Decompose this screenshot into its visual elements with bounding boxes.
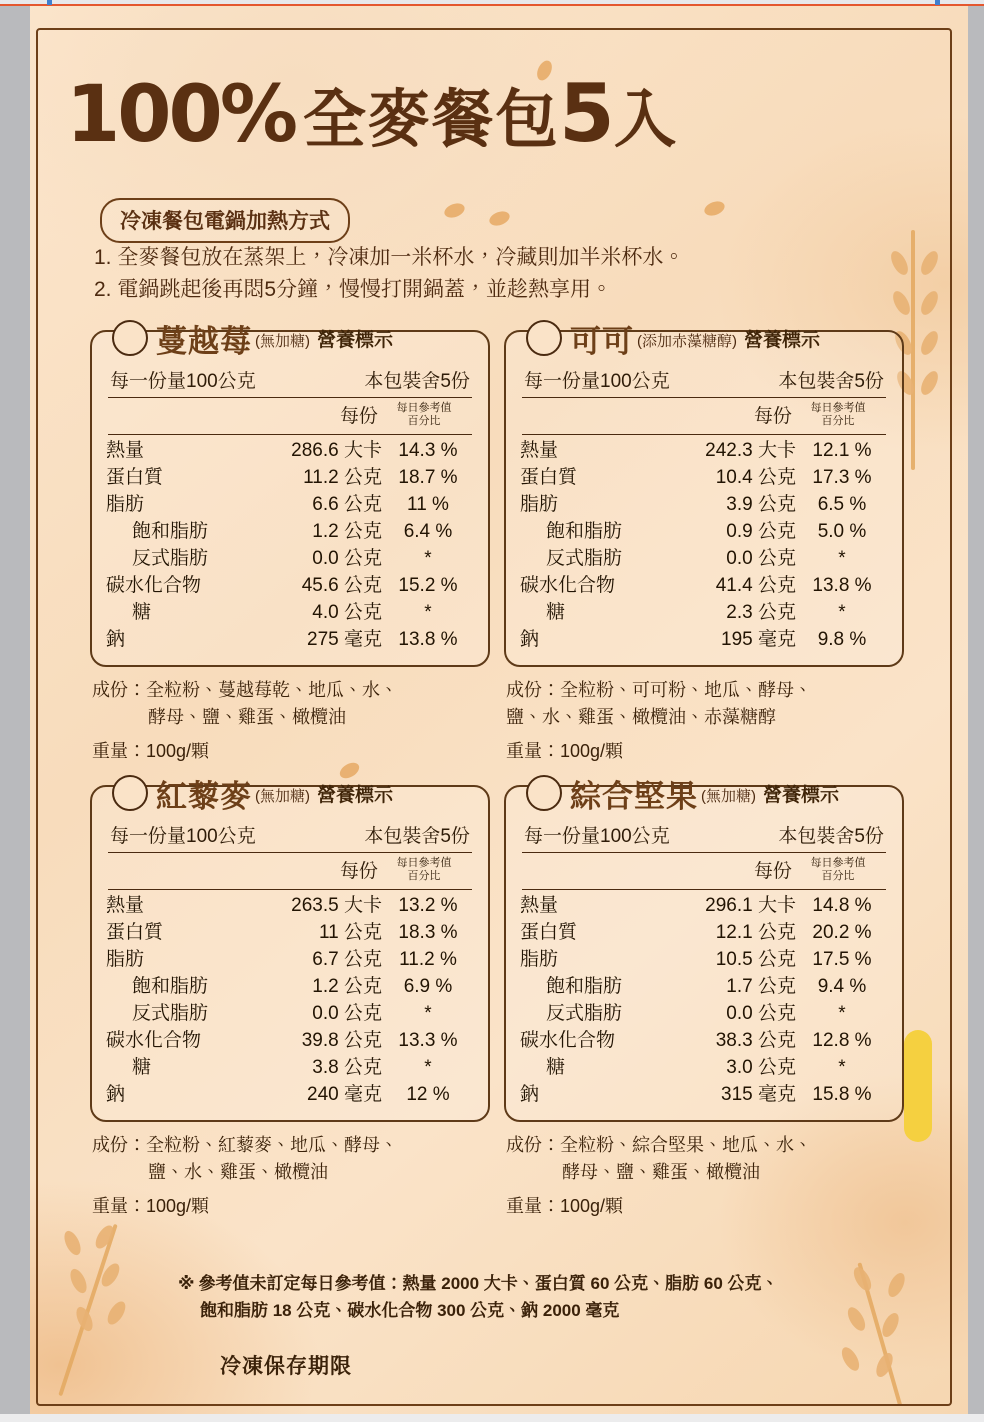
bullet-circle-icon bbox=[526, 320, 562, 356]
nutrition-panel bbox=[504, 778, 904, 1122]
title-unit: 入 bbox=[613, 85, 676, 155]
title-product: 全麥餐包 bbox=[302, 85, 559, 155]
row-daily: * bbox=[424, 1003, 432, 1024]
ingredients-line-2: 鹽、水、雞蛋、橄欖油 bbox=[148, 1162, 328, 1182]
row-label: 熱量 bbox=[520, 895, 559, 916]
ingredients-prefix: 成份： bbox=[92, 1135, 146, 1155]
flavor-subtitle: (添加赤藻糖醇) bbox=[637, 333, 737, 350]
weight bbox=[504, 737, 904, 763]
row-daily: 14.3 % bbox=[398, 440, 458, 461]
nutrition-tag: 營養標示 bbox=[763, 784, 840, 806]
row-daily: 13.3 % bbox=[398, 1030, 458, 1051]
row-value: 2.3 公克 bbox=[726, 602, 796, 623]
bottom-edge-bar bbox=[0, 1414, 984, 1422]
col-daily-line1: 每日參考值 bbox=[396, 857, 452, 869]
row-daily: 6.5 % bbox=[817, 494, 867, 515]
row-value: 12.1 公克 bbox=[715, 922, 796, 943]
table-row bbox=[106, 599, 474, 626]
row-daily: 12.8 % bbox=[812, 1030, 872, 1051]
row-label: 脂肪 bbox=[520, 949, 559, 970]
row-value: 286.6 大卡 bbox=[291, 440, 382, 461]
row-daily: 13.8 % bbox=[398, 629, 458, 650]
row-daily: 13.8 % bbox=[812, 575, 872, 596]
row-daily: 20.2 % bbox=[812, 922, 872, 943]
col-daily-line2: 百分比 bbox=[821, 870, 855, 882]
table-row bbox=[106, 572, 474, 599]
table-row bbox=[520, 626, 888, 653]
row-value: 10.4 公克 bbox=[715, 467, 796, 488]
serving-size: 每一份量100公克 bbox=[110, 371, 256, 392]
heating-step-1: 1. 全麥餐包放在蒸架上，冷凍加一米杯水，冷藏則加半米杯水。 bbox=[94, 246, 685, 269]
serving-row bbox=[106, 821, 474, 848]
table-header bbox=[106, 398, 474, 430]
right-edge-bar bbox=[968, 6, 984, 1414]
table-row bbox=[106, 946, 474, 973]
yellow-accent-tab bbox=[904, 1030, 932, 1142]
table-row bbox=[520, 973, 888, 1000]
divider bbox=[522, 434, 886, 435]
row-label: 反式脂肪 bbox=[546, 1003, 623, 1024]
bullet-circle-icon bbox=[112, 320, 148, 356]
row-value: 1.7 公克 bbox=[726, 976, 796, 997]
row-daily: 6.4 % bbox=[403, 521, 453, 542]
nutrition-block-red-quinoa bbox=[90, 778, 490, 1218]
table-row bbox=[520, 572, 888, 599]
weight-value: 100g/顆 bbox=[560, 1196, 624, 1216]
row-value: 195 毫克 bbox=[721, 629, 796, 650]
title-percent: 100% bbox=[66, 70, 295, 160]
row-value: 3.8 公克 bbox=[312, 1057, 382, 1078]
table-row bbox=[520, 491, 888, 518]
nutrition-table bbox=[106, 437, 474, 653]
table-row bbox=[106, 626, 474, 653]
flavor-name: 綜合堅果 bbox=[570, 778, 698, 814]
servings-per-pack: 本包裝舍5份 bbox=[364, 826, 470, 847]
nutrition-panel bbox=[90, 323, 490, 667]
col-daily-line1: 每日參考值 bbox=[810, 857, 866, 869]
row-value: 242.3 大卡 bbox=[705, 440, 796, 461]
table-row bbox=[106, 1054, 474, 1081]
col-daily-line1: 每日參考值 bbox=[810, 402, 866, 414]
flavor-name: 紅藜麥 bbox=[156, 778, 252, 814]
row-value: 315 毫克 bbox=[721, 1084, 796, 1105]
col-per-serving: 每份 bbox=[753, 406, 792, 427]
row-value: 263.5 大卡 bbox=[291, 895, 382, 916]
daily-value-footnote bbox=[178, 1270, 918, 1324]
flavor-subtitle: (無加糖) bbox=[255, 788, 310, 805]
table-row bbox=[106, 1000, 474, 1027]
col-daily-value bbox=[378, 857, 470, 883]
col-daily-line2: 百分比 bbox=[407, 415, 441, 427]
row-daily: 11.2 % bbox=[399, 949, 457, 970]
row-daily: 9.8 % bbox=[817, 629, 867, 650]
row-label: 反式脂肪 bbox=[132, 548, 209, 569]
col-daily-value bbox=[792, 857, 884, 883]
flavor-subtitle: (無加糖) bbox=[701, 788, 756, 805]
row-daily: * bbox=[838, 1057, 846, 1078]
table-row bbox=[520, 437, 888, 464]
row-label: 糖 bbox=[546, 1057, 566, 1078]
flavor-header bbox=[106, 771, 474, 815]
row-value: 0.0 公克 bbox=[312, 548, 382, 569]
col-per-serving: 每份 bbox=[339, 406, 378, 427]
row-daily: 12.1 % bbox=[812, 440, 872, 461]
nutrition-block-cranberry bbox=[90, 323, 490, 763]
ingredients-line-1: 全粒粉、可可粉、地瓜、酵母、 bbox=[560, 680, 812, 700]
row-value: 240 毫克 bbox=[307, 1084, 382, 1105]
divider bbox=[108, 434, 472, 435]
seed-icon bbox=[442, 201, 466, 220]
row-daily: 13.2 % bbox=[398, 895, 458, 916]
row-daily: 14.8 % bbox=[812, 895, 872, 916]
footnote-line-2: 飽和脂肪 18 公克、碳水化合物 300 公克、鈉 2000 毫克 bbox=[200, 1301, 620, 1320]
nutrition-tag: 營養標示 bbox=[317, 329, 394, 351]
col-daily-value bbox=[378, 402, 470, 428]
row-label: 碳水化合物 bbox=[520, 575, 616, 596]
table-row bbox=[106, 464, 474, 491]
row-daily: 11 % bbox=[407, 494, 449, 515]
nutrition-table bbox=[520, 892, 888, 1108]
row-label: 脂肪 bbox=[520, 494, 559, 515]
row-label: 糖 bbox=[132, 602, 152, 623]
row-daily: 17.3 % bbox=[812, 467, 872, 488]
weight-value: 100g/顆 bbox=[560, 741, 624, 761]
flavor-name: 可可 bbox=[570, 323, 634, 359]
nutrition-panel bbox=[504, 323, 904, 667]
row-value: 0.0 公克 bbox=[726, 548, 796, 569]
nutrition-table bbox=[106, 892, 474, 1108]
table-row bbox=[106, 545, 474, 572]
ingredients bbox=[90, 1132, 490, 1186]
row-daily: * bbox=[424, 548, 432, 569]
row-daily: * bbox=[838, 548, 846, 569]
weight-prefix: 重量： bbox=[92, 741, 146, 761]
row-label: 飽和脂肪 bbox=[132, 976, 209, 997]
bullet-circle-icon bbox=[112, 775, 148, 811]
weight-prefix: 重量： bbox=[92, 1196, 146, 1216]
row-label: 脂肪 bbox=[106, 949, 145, 970]
row-daily: 18.3 % bbox=[398, 922, 458, 943]
weight bbox=[504, 1192, 904, 1218]
col-per-serving: 每份 bbox=[339, 861, 378, 882]
table-row bbox=[520, 946, 888, 973]
row-label: 碳水化合物 bbox=[106, 575, 202, 596]
ingredients-line-1: 全粒粉、蔓越莓乾、地瓜、水、 bbox=[146, 680, 398, 700]
row-label: 蛋白質 bbox=[520, 467, 578, 488]
row-label: 熱量 bbox=[106, 440, 145, 461]
top-edge-bar bbox=[0, 0, 984, 6]
row-label: 飽和脂肪 bbox=[546, 976, 623, 997]
ingredients-line-2: 酵母、鹽、雞蛋、橄欖油 bbox=[148, 707, 346, 727]
seed-icon bbox=[702, 199, 726, 218]
row-label: 鈉 bbox=[520, 629, 540, 650]
row-label: 糖 bbox=[546, 602, 566, 623]
flavor-header bbox=[520, 316, 888, 360]
table-header bbox=[106, 853, 474, 885]
row-label: 碳水化合物 bbox=[106, 1030, 202, 1051]
serving-size: 每一份量100公克 bbox=[524, 371, 670, 392]
nutrition-block-cocoa bbox=[504, 323, 904, 763]
servings-per-pack: 本包裝舍5份 bbox=[778, 826, 884, 847]
row-daily: 17.5 % bbox=[812, 949, 872, 970]
divider bbox=[108, 889, 472, 890]
row-label: 蛋白質 bbox=[520, 922, 578, 943]
row-value: 4.0 公克 bbox=[312, 602, 382, 623]
row-value: 6.7 公克 bbox=[312, 949, 382, 970]
ingredients-prefix: 成份： bbox=[506, 1135, 560, 1155]
flavor-header bbox=[106, 316, 474, 360]
row-value: 1.2 公克 bbox=[312, 521, 382, 542]
row-value: 6.6 公克 bbox=[312, 494, 382, 515]
serving-row bbox=[520, 366, 888, 393]
row-daily: * bbox=[838, 1003, 846, 1024]
table-row bbox=[520, 892, 888, 919]
flavor-name: 蔓越莓 bbox=[156, 323, 252, 359]
serving-size: 每一份量100公克 bbox=[110, 826, 256, 847]
row-label: 熱量 bbox=[520, 440, 559, 461]
col-daily-line2: 百分比 bbox=[407, 870, 441, 882]
weight bbox=[90, 1192, 490, 1218]
table-row bbox=[106, 919, 474, 946]
row-value: 11.2 公克 bbox=[303, 467, 382, 488]
row-daily: 12 % bbox=[406, 1084, 450, 1105]
freeze-storage-label: 冷凍保存期限 bbox=[220, 1355, 352, 1378]
ingredients-line-1: 全粒粉、綜合堅果、地瓜、水、 bbox=[560, 1135, 812, 1155]
asterisk-icon: ※ bbox=[178, 1274, 195, 1293]
row-daily: 5.0 % bbox=[817, 521, 867, 542]
top-right-marker bbox=[935, 0, 940, 5]
divider bbox=[522, 889, 886, 890]
table-header bbox=[520, 398, 888, 430]
ingredients-prefix: 成份： bbox=[506, 680, 560, 700]
heating-method-pill: 冷凍餐包電鍋加熱方式 bbox=[100, 198, 350, 243]
row-label: 蛋白質 bbox=[106, 922, 164, 943]
table-row bbox=[106, 437, 474, 464]
row-value: 41.4 公克 bbox=[715, 575, 796, 596]
row-value: 0.0 公克 bbox=[726, 1003, 796, 1024]
flavor-subtitle: (無加糖) bbox=[255, 333, 310, 350]
table-row bbox=[520, 464, 888, 491]
row-daily: 9.4 % bbox=[817, 976, 867, 997]
table-row bbox=[520, 599, 888, 626]
row-value: 296.1 大卡 bbox=[705, 895, 796, 916]
row-value: 275 毫克 bbox=[307, 629, 382, 650]
weight bbox=[90, 737, 490, 763]
row-label: 脂肪 bbox=[106, 494, 145, 515]
seed-icon bbox=[487, 209, 511, 228]
servings-per-pack: 本包裝舍5份 bbox=[778, 371, 884, 392]
row-label: 糖 bbox=[132, 1057, 152, 1078]
nutrition-tag: 營養標示 bbox=[744, 329, 821, 351]
row-daily: * bbox=[838, 602, 846, 623]
row-daily: 18.7 % bbox=[398, 467, 458, 488]
row-label: 飽和脂肪 bbox=[546, 521, 623, 542]
nutrition-panel bbox=[90, 778, 490, 1122]
ingredients bbox=[504, 677, 904, 731]
table-row bbox=[106, 1027, 474, 1054]
top-left-marker bbox=[47, 0, 52, 5]
serving-row bbox=[520, 821, 888, 848]
flavor-header bbox=[520, 771, 888, 815]
row-value: 10.5 公克 bbox=[715, 949, 796, 970]
table-row bbox=[520, 1027, 888, 1054]
table-row bbox=[520, 1054, 888, 1081]
row-value: 0.0 公克 bbox=[312, 1003, 382, 1024]
footnote-line-1: 參考值未訂定每日參考值：熱量 2000 大卡、蛋白質 60 公克、脂肪 60 公克、 bbox=[198, 1274, 779, 1293]
label-card bbox=[36, 28, 952, 1406]
table-row bbox=[106, 973, 474, 1000]
row-label: 鈉 bbox=[520, 1084, 540, 1105]
row-daily: 15.2 % bbox=[398, 575, 458, 596]
row-label: 熱量 bbox=[106, 895, 145, 916]
row-daily: 15.8 % bbox=[812, 1084, 872, 1105]
ingredients-prefix: 成份： bbox=[92, 680, 146, 700]
weight-prefix: 重量： bbox=[506, 1196, 560, 1216]
row-daily: 6.9 % bbox=[403, 976, 453, 997]
heating-steps bbox=[94, 242, 924, 306]
table-row bbox=[106, 491, 474, 518]
col-per-serving: 每份 bbox=[753, 861, 792, 882]
row-label: 鈉 bbox=[106, 1084, 126, 1105]
row-value: 1.2 公克 bbox=[312, 976, 382, 997]
row-value: 39.8 公克 bbox=[301, 1030, 382, 1051]
col-daily-line2: 百分比 bbox=[821, 415, 855, 427]
ingredients-line-2: 酵母、鹽、雞蛋、橄欖油 bbox=[562, 1162, 760, 1182]
col-daily-value bbox=[792, 402, 884, 428]
row-label: 碳水化合物 bbox=[520, 1030, 616, 1051]
page-title bbox=[66, 68, 926, 160]
table-row bbox=[520, 518, 888, 545]
row-value: 0.9 公克 bbox=[726, 521, 796, 542]
row-label: 飽和脂肪 bbox=[132, 521, 209, 542]
row-daily: * bbox=[424, 1057, 432, 1078]
nutrition-tag: 營養標示 bbox=[317, 784, 394, 806]
weight-prefix: 重量： bbox=[506, 741, 560, 761]
servings-per-pack: 本包裝舍5份 bbox=[364, 371, 470, 392]
table-row bbox=[106, 518, 474, 545]
serving-row bbox=[106, 366, 474, 393]
row-value: 3.0 公克 bbox=[726, 1057, 796, 1078]
row-value: 45.6 公克 bbox=[301, 575, 382, 596]
row-label: 反式脂肪 bbox=[546, 548, 623, 569]
weight-value: 100g/顆 bbox=[146, 1196, 210, 1216]
heating-step-2: 2. 電鍋跳起後再悶5分鐘，慢慢打開鍋蓋，並趁熱享用。 bbox=[94, 278, 613, 301]
ingredients-line-2: 鹽、水、雞蛋、橄欖油、赤藻糖醇 bbox=[506, 707, 776, 727]
ingredients-line-1: 全粒粉、紅藜麥、地瓜、酵母、 bbox=[146, 1135, 398, 1155]
table-row bbox=[520, 545, 888, 572]
table-row bbox=[520, 919, 888, 946]
nutrition-block-mixed-nuts bbox=[504, 778, 904, 1218]
row-label: 蛋白質 bbox=[106, 467, 164, 488]
serving-size: 每一份量100公克 bbox=[524, 826, 670, 847]
bullet-circle-icon bbox=[526, 775, 562, 811]
row-daily: * bbox=[424, 602, 432, 623]
ingredients bbox=[504, 1132, 904, 1186]
row-value: 3.9 公克 bbox=[726, 494, 796, 515]
table-row bbox=[106, 892, 474, 919]
left-edge-bar bbox=[0, 6, 30, 1414]
col-daily-line1: 每日參考值 bbox=[396, 402, 452, 414]
table-row bbox=[520, 1000, 888, 1027]
nutrition-table bbox=[520, 437, 888, 653]
ingredients bbox=[90, 677, 490, 731]
table-header bbox=[520, 853, 888, 885]
table-row bbox=[106, 1081, 474, 1108]
table-row bbox=[520, 1081, 888, 1108]
weight-value: 100g/顆 bbox=[146, 741, 210, 761]
title-count: 5 bbox=[558, 67, 614, 160]
row-label: 鈉 bbox=[106, 629, 126, 650]
row-label: 反式脂肪 bbox=[132, 1003, 209, 1024]
row-value: 38.3 公克 bbox=[715, 1030, 796, 1051]
row-value: 11 公克 bbox=[318, 922, 382, 943]
